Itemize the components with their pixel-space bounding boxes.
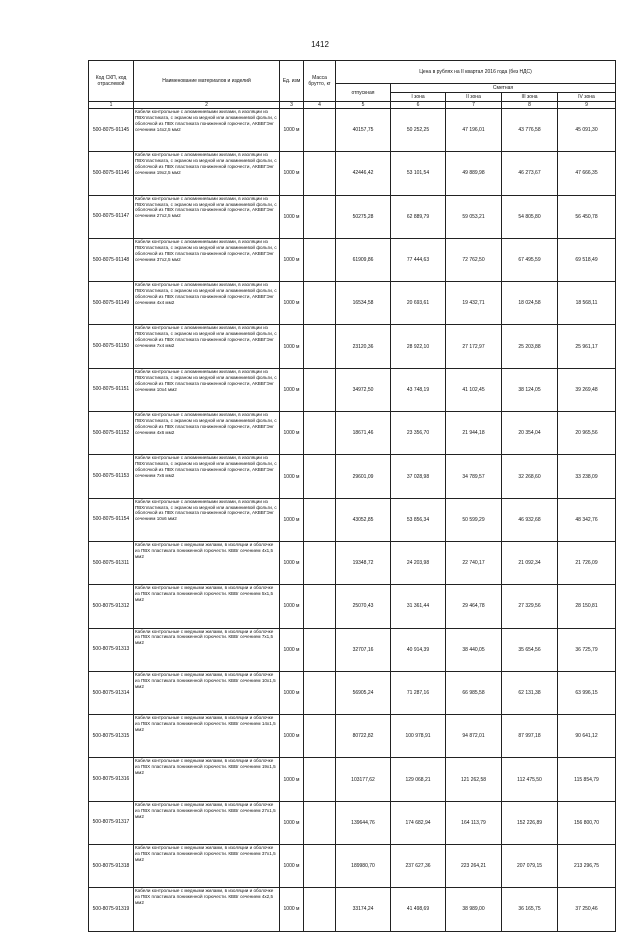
table-row bbox=[89, 715, 616, 758]
product-name: Кабели контрольные с алюминиевыми жилами, в изоляции из ПВХпластиката, с экраном из медной или алюминиевой фольги, с оболочкой из ПВХ пластиката пониженной горючести, АКВВГЭнг сечением 14х2,5 мм2 bbox=[134, 109, 280, 152]
zone-4-price: 21 726,09 bbox=[558, 541, 616, 584]
zone-4-price: 56 450,78 bbox=[558, 195, 616, 238]
release-price: 42446,42 bbox=[336, 152, 391, 195]
mass-cell bbox=[304, 585, 336, 628]
product-code: 500-8075-91313 bbox=[89, 628, 134, 671]
release-price: 80722,82 bbox=[336, 715, 391, 758]
zone-1-price: 77 444,63 bbox=[391, 238, 446, 281]
release-price: 29601,09 bbox=[336, 455, 391, 498]
release-price: 43052,85 bbox=[336, 498, 391, 541]
table-row bbox=[89, 109, 616, 152]
column-number: 1 bbox=[89, 102, 134, 109]
table-row bbox=[89, 238, 616, 281]
zone-3-price: 46 932,68 bbox=[502, 498, 558, 541]
zone-1-price: 53 856,34 bbox=[391, 498, 446, 541]
zone-1-price: 24 203,98 bbox=[391, 541, 446, 584]
mass-cell bbox=[304, 888, 336, 931]
table-body bbox=[89, 109, 616, 932]
zone-1-price: 40 914,39 bbox=[391, 628, 446, 671]
mass-cell bbox=[304, 412, 336, 455]
header-zone-3: III зона bbox=[502, 93, 558, 102]
product-code: 500-8075-91312 bbox=[89, 585, 134, 628]
unit-cell: 1000 м bbox=[280, 412, 304, 455]
table-row bbox=[89, 498, 616, 541]
product-code: 500-8075-91148 bbox=[89, 238, 134, 281]
mass-cell bbox=[304, 282, 336, 325]
unit-cell: 1000 м bbox=[280, 238, 304, 281]
price-table bbox=[88, 60, 616, 932]
column-number: 5 bbox=[336, 102, 391, 109]
mass-cell bbox=[304, 152, 336, 195]
release-price: 34972,50 bbox=[336, 368, 391, 411]
table-row bbox=[89, 412, 616, 455]
product-name: Кабели контрольные с медными жилами, в изоляции и оболочке из ПВХ пластиката пониженной горючести. КВВг сечением 4х1,5 мм2 bbox=[134, 541, 280, 584]
zone-4-price: 156 800,70 bbox=[558, 801, 616, 844]
zone-2-price: 21 944,18 bbox=[446, 412, 502, 455]
column-number: 9 bbox=[558, 102, 616, 109]
zone-2-price: 47 196,01 bbox=[446, 109, 502, 152]
mass-cell bbox=[304, 109, 336, 152]
column-number: 2 bbox=[134, 102, 280, 109]
release-price: 32707,16 bbox=[336, 628, 391, 671]
zone-1-price: 41 498,69 bbox=[391, 888, 446, 931]
product-code: 500-8075-91147 bbox=[89, 195, 134, 238]
zone-1-price: 43 748,19 bbox=[391, 368, 446, 411]
unit-cell: 1000 м bbox=[280, 455, 304, 498]
zone-2-price: 41 102,45 bbox=[446, 368, 502, 411]
table-row bbox=[89, 888, 616, 931]
zone-3-price: 38 124,05 bbox=[502, 368, 558, 411]
table-row bbox=[89, 585, 616, 628]
product-code: 500-8075-91316 bbox=[89, 758, 134, 801]
mass-cell bbox=[304, 368, 336, 411]
table-row bbox=[89, 801, 616, 844]
zone-4-price: 213 296,75 bbox=[558, 845, 616, 888]
mass-cell bbox=[304, 325, 336, 368]
zone-2-price: 38 440,05 bbox=[446, 628, 502, 671]
product-name: Кабели контрольные с алюминиевыми жилами, в изоляции из ПВХпластиката, с экраном из медной или алюминиевой фольги, с оболочкой из ПВХ пластиката пониженной горючести, АКВВГЭнг сечением 7х6 мм2 bbox=[134, 455, 280, 498]
product-name: Кабели контрольные с алюминиевыми жилами, в изоляции из ПВХпластиката, с экраном из медной или алюминиевой фольги, с оболочкой из ПВХ пластиката пониженной горючести, АКВВГЭнг сечением 4х4 мм2 bbox=[134, 282, 280, 325]
zone-4-price: 45 091,30 bbox=[558, 109, 616, 152]
mass-cell bbox=[304, 671, 336, 714]
zone-4-price: 115 854,79 bbox=[558, 758, 616, 801]
table-row bbox=[89, 152, 616, 195]
product-name: Кабели контрольные с алюминиевыми жилами, в изоляции из ПВХпластиката, с экраном из медной или алюминиевой фольги, с оболочкой из ПВХ пластиката пониженной горючести, АКВВГЭнг сечением 10х6 мм2 bbox=[134, 498, 280, 541]
unit-cell: 1000 м bbox=[280, 628, 304, 671]
release-price: 189980,70 bbox=[336, 845, 391, 888]
table-row bbox=[89, 541, 616, 584]
zone-3-price: 27 329,56 bbox=[502, 585, 558, 628]
zone-2-price: 34 789,57 bbox=[446, 455, 502, 498]
table-row bbox=[89, 758, 616, 801]
product-code: 500-8075-91149 bbox=[89, 282, 134, 325]
zone-2-price: 94 872,01 bbox=[446, 715, 502, 758]
release-price: 18671,46 bbox=[336, 412, 391, 455]
header-mass: Масса брутто, кг bbox=[304, 61, 336, 102]
header-code: Код СКП, код отраслевой bbox=[89, 61, 134, 102]
product-code: 500-8075-91318 bbox=[89, 845, 134, 888]
zone-4-price: 20 965,56 bbox=[558, 412, 616, 455]
product-name: Кабели контрольные с медными жилами, в изоляции и оболочке из ПВХ пластиката пониженной горючести. КВВг сечением 4х2,5 мм2 bbox=[134, 888, 280, 931]
table-row bbox=[89, 325, 616, 368]
zone-1-price: 37 028,98 bbox=[391, 455, 446, 498]
header-zone-4: IV зона bbox=[558, 93, 616, 102]
release-price: 103177,62 bbox=[336, 758, 391, 801]
zone-1-price: 20 693,61 bbox=[391, 282, 446, 325]
product-name: Кабели контрольные с алюминиевыми жилами, в изоляции из ПВХпластиката, с экраном из медной или алюминиевой фольги, с оболочкой из ПВХ пластиката пониженной горючести, АКВВГЭнг сечением 37х2,5 мм2 bbox=[134, 238, 280, 281]
header-zone-2: II зона bbox=[446, 93, 502, 102]
release-price: 40157,75 bbox=[336, 109, 391, 152]
release-price: 16534,58 bbox=[336, 282, 391, 325]
zone-1-price: 71 287,16 bbox=[391, 671, 446, 714]
release-price: 139644,76 bbox=[336, 801, 391, 844]
unit-cell: 1000 м bbox=[280, 888, 304, 931]
product-name: Кабели контрольные с медными жилами, в изоляции и оболочке из ПВХ пластиката пониженной горючести. КВВг сечением 27х1,5 мм2 bbox=[134, 801, 280, 844]
release-price: 33174,24 bbox=[336, 888, 391, 931]
product-name: Кабели контрольные с медными жилами, в изоляции и оболочке из ПВХ пластиката пониженной горючести. КВВг сечением 37х1,5 мм2 bbox=[134, 845, 280, 888]
release-price: 61909,86 bbox=[336, 238, 391, 281]
zone-3-price: 18 024,58 bbox=[502, 282, 558, 325]
zone-3-price: 207 079,15 bbox=[502, 845, 558, 888]
table-row bbox=[89, 195, 616, 238]
mass-cell bbox=[304, 758, 336, 801]
header-estimate: Сметная bbox=[391, 84, 616, 93]
unit-cell: 1000 м bbox=[280, 715, 304, 758]
header-unit: Ед. изм bbox=[280, 61, 304, 102]
zone-4-price: 48 342,76 bbox=[558, 498, 616, 541]
zone-4-price: 25 961,17 bbox=[558, 325, 616, 368]
zone-2-price: 19 432,71 bbox=[446, 282, 502, 325]
zone-1-price: 174 682,94 bbox=[391, 801, 446, 844]
column-number: 7 bbox=[446, 102, 502, 109]
zone-1-price: 31 361,44 bbox=[391, 585, 446, 628]
release-price: 50275,28 bbox=[336, 195, 391, 238]
zone-1-price: 100 978,91 bbox=[391, 715, 446, 758]
zone-4-price: 37 250,46 bbox=[558, 888, 616, 931]
zone-3-price: 21 092,34 bbox=[502, 541, 558, 584]
mass-cell bbox=[304, 238, 336, 281]
zone-4-price: 28 150,81 bbox=[558, 585, 616, 628]
unit-cell: 1000 м bbox=[280, 368, 304, 411]
zone-4-price: 69 518,49 bbox=[558, 238, 616, 281]
zone-3-price: 87 997,18 bbox=[502, 715, 558, 758]
product-name: Кабели контрольные с медными жилами, в изоляции и оболочке из ПВХ пластиката пониженной горючести. КВВг сечением 7х1,5 мм2 bbox=[134, 628, 280, 671]
product-code: 500-8075-91152 bbox=[89, 412, 134, 455]
zone-4-price: 33 238,09 bbox=[558, 455, 616, 498]
unit-cell: 1000 м bbox=[280, 325, 304, 368]
zone-2-price: 49 889,98 bbox=[446, 152, 502, 195]
zone-1-price: 28 922,10 bbox=[391, 325, 446, 368]
mass-cell bbox=[304, 715, 336, 758]
product-code: 500-8075-91153 bbox=[89, 455, 134, 498]
zone-1-price: 62 889,79 bbox=[391, 195, 446, 238]
product-code: 500-8075-91317 bbox=[89, 801, 134, 844]
release-price: 23120,36 bbox=[336, 325, 391, 368]
zone-2-price: 29 464,78 bbox=[446, 585, 502, 628]
zone-2-price: 121 262,58 bbox=[446, 758, 502, 801]
product-name: Кабели контрольные с алюминиевыми жилами, в изоляции из ПВХпластиката, с экраном из медной или алюминиевой фольги, с оболочкой из ПВХ пластиката пониженной горючести, АКВВГЭнг сечением 4х6 мм2 bbox=[134, 412, 280, 455]
zone-3-price: 36 165,75 bbox=[502, 888, 558, 931]
release-price: 25070,43 bbox=[336, 585, 391, 628]
unit-cell: 1000 м bbox=[280, 585, 304, 628]
unit-cell: 1000 м bbox=[280, 195, 304, 238]
mass-cell bbox=[304, 455, 336, 498]
zone-1-price: 237 627,36 bbox=[391, 845, 446, 888]
zone-2-price: 27 172,97 bbox=[446, 325, 502, 368]
product-code: 500-8075-91150 bbox=[89, 325, 134, 368]
zone-3-price: 43 776,58 bbox=[502, 109, 558, 152]
zone-3-price: 54 805,80 bbox=[502, 195, 558, 238]
zone-2-price: 38 989,00 bbox=[446, 888, 502, 931]
product-code: 500-8075-91145 bbox=[89, 109, 134, 152]
product-name: Кабели контрольные с алюминиевыми жилами, в изоляции из ПВХпластиката, с экраном из медной или алюминиевой фольги, с оболочкой из ПВХ пластиката пониженной горючести, АКВВГЭнг сечением 7х4 мм2 bbox=[134, 325, 280, 368]
zone-3-price: 152 226,89 bbox=[502, 801, 558, 844]
table-row bbox=[89, 368, 616, 411]
product-name: Кабели контрольные с алюминиевыми жилами, в изоляции из ПВХпластиката, с экраном из медной или алюминиевой фольги, с оболочкой из ПВХ пластиката пониженной горючести, АКВВГЭнг сечением 10х4 мм2 bbox=[134, 368, 280, 411]
product-code: 500-8075-91314 bbox=[89, 671, 134, 714]
product-name: Кабели контрольные с медными жилами, в изоляции и оболочке из ПВХ пластиката пониженной горючести. КВВг сечением 19х1,5 мм2 bbox=[134, 758, 280, 801]
zone-3-price: 112 475,50 bbox=[502, 758, 558, 801]
zone-3-price: 62 131,38 bbox=[502, 671, 558, 714]
product-code: 500-8075-91154 bbox=[89, 498, 134, 541]
mass-cell bbox=[304, 845, 336, 888]
table-row bbox=[89, 845, 616, 888]
zone-4-price: 47 666,35 bbox=[558, 152, 616, 195]
product-code: 500-8075-91146 bbox=[89, 152, 134, 195]
header-zone-1: I зона bbox=[391, 93, 446, 102]
column-numbers-row bbox=[89, 102, 616, 109]
mass-cell bbox=[304, 498, 336, 541]
table-row bbox=[89, 628, 616, 671]
zone-3-price: 25 203,88 bbox=[502, 325, 558, 368]
table-row bbox=[89, 671, 616, 714]
zone-3-price: 32 268,60 bbox=[502, 455, 558, 498]
zone-2-price: 223 264,21 bbox=[446, 845, 502, 888]
zone-2-price: 22 740,17 bbox=[446, 541, 502, 584]
page-number: 1412 bbox=[311, 40, 329, 49]
unit-cell: 1000 м bbox=[280, 282, 304, 325]
product-name: Кабели контрольные с медными жилами, в изоляции и оболочке из ПВХ пластиката пониженной горючести. КВВг сечением 14х1,5 мм2 bbox=[134, 715, 280, 758]
unit-cell: 1000 м bbox=[280, 758, 304, 801]
product-code: 500-8075-91319 bbox=[89, 888, 134, 931]
zone-3-price: 67 495,59 bbox=[502, 238, 558, 281]
unit-cell: 1000 м bbox=[280, 671, 304, 714]
release-price: 56905,24 bbox=[336, 671, 391, 714]
product-name: Кабели контрольные с алюминиевыми жилами, в изоляции из ПВХпластиката, с экраном из медной или алюминиевой фольги, с оболочкой из ПВХ пластиката пониженной горючести, АКВВГЭнг сечением 19х2,5 мм2 bbox=[134, 152, 280, 195]
zone-2-price: 59 053,21 bbox=[446, 195, 502, 238]
zone-1-price: 23 356,70 bbox=[391, 412, 446, 455]
unit-cell: 1000 м bbox=[280, 801, 304, 844]
mass-cell bbox=[304, 801, 336, 844]
unit-cell: 1000 м bbox=[280, 845, 304, 888]
table-row bbox=[89, 282, 616, 325]
unit-cell: 1000 м bbox=[280, 109, 304, 152]
zone-2-price: 164 113,79 bbox=[446, 801, 502, 844]
column-number: 8 bbox=[502, 102, 558, 109]
release-price: 19348,72 bbox=[336, 541, 391, 584]
header-name: Наименование материалов и изделий bbox=[134, 61, 280, 102]
zone-2-price: 66 985,58 bbox=[446, 671, 502, 714]
zone-2-price: 50 599,29 bbox=[446, 498, 502, 541]
product-name: Кабели контрольные с медными жилами, в изоляции и оболочке из ПВХ пластиката пониженной горючести. КВВг сечением 10х1,5 мм2 bbox=[134, 671, 280, 714]
zone-1-price: 53 101,54 bbox=[391, 152, 446, 195]
column-number: 3 bbox=[280, 102, 304, 109]
product-code: 500-8075-91151 bbox=[89, 368, 134, 411]
zone-3-price: 46 273,67 bbox=[502, 152, 558, 195]
header-price-group: Цена в рублях на II квартал 2016 года (без НДС) bbox=[336, 61, 616, 84]
product-code: 500-8075-91311 bbox=[89, 541, 134, 584]
product-name: Кабели контрольные с медными жилами, в изоляции и оболочке из ПВХ пластиката пониженной горючести. КВВг сечением 5х1,5 мм2 bbox=[134, 585, 280, 628]
column-number: 6 bbox=[391, 102, 446, 109]
zone-4-price: 36 725,79 bbox=[558, 628, 616, 671]
unit-cell: 1000 м bbox=[280, 152, 304, 195]
mass-cell bbox=[304, 195, 336, 238]
zone-4-price: 63 996,15 bbox=[558, 671, 616, 714]
zone-4-price: 39 269,48 bbox=[558, 368, 616, 411]
zone-4-price: 90 641,12 bbox=[558, 715, 616, 758]
zone-2-price: 72 762,50 bbox=[446, 238, 502, 281]
mass-cell bbox=[304, 541, 336, 584]
zone-1-price: 129 068,21 bbox=[391, 758, 446, 801]
header-release: отпускная bbox=[336, 84, 391, 102]
zone-4-price: 18 568,11 bbox=[558, 282, 616, 325]
zone-3-price: 20 354,04 bbox=[502, 412, 558, 455]
mass-cell bbox=[304, 628, 336, 671]
unit-cell: 1000 м bbox=[280, 541, 304, 584]
zone-3-price: 35 654,56 bbox=[502, 628, 558, 671]
table-row bbox=[89, 455, 616, 498]
product-code: 500-8075-91315 bbox=[89, 715, 134, 758]
unit-cell: 1000 м bbox=[280, 498, 304, 541]
product-name: Кабели контрольные с алюминиевыми жилами, в изоляции из ПВХпластиката, с экраном из медной или алюминиевой фольги, с оболочкой из ПВХ пластиката пониженной горючести, АКВВГЭнг сечением 27х2,5 мм2 bbox=[134, 195, 280, 238]
column-number: 4 bbox=[304, 102, 336, 109]
zone-1-price: 50 252,25 bbox=[391, 109, 446, 152]
